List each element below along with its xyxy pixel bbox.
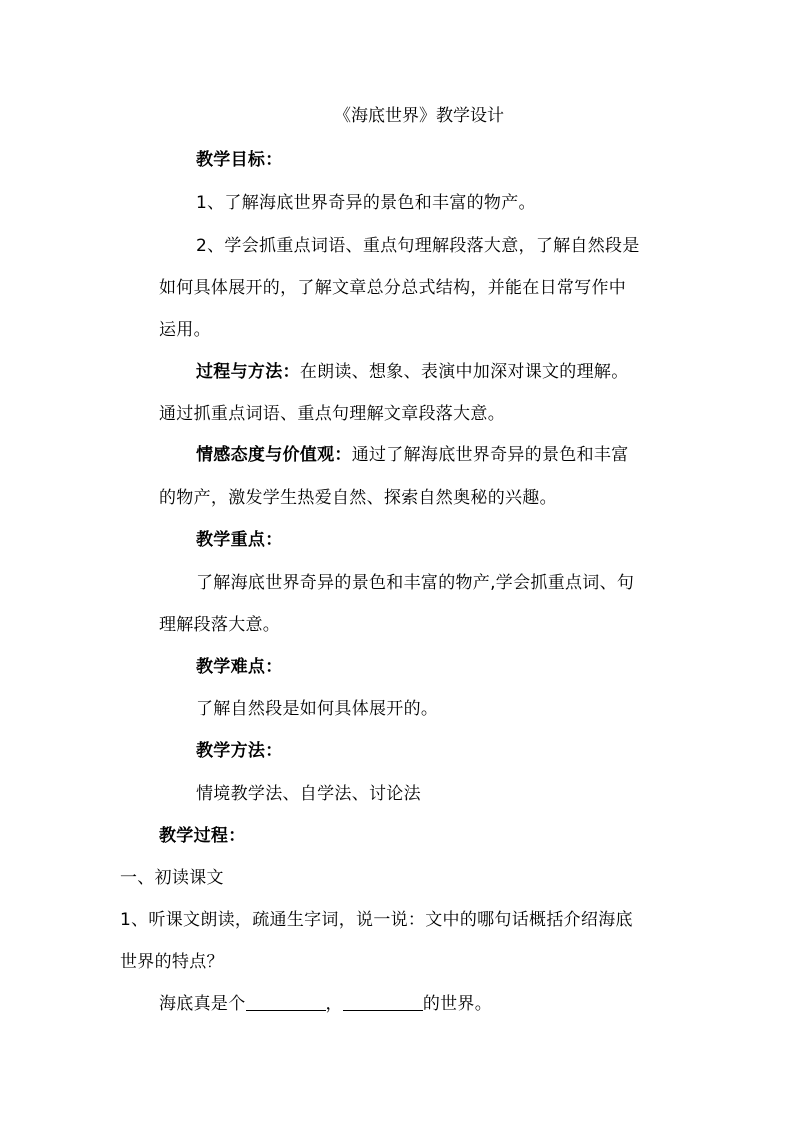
difficulties-line-1: 了解自然段是如何具体展开的。 [196, 699, 439, 719]
procedure-step-1-line-1: 1、听课文朗读，疏通生字词，说一说：文中的哪句话概括介绍海底 [120, 910, 633, 930]
emotion-line-1 [196, 443, 629, 467]
procedure-heading: 教学过程： [159, 826, 246, 846]
fill-separator: ， [325, 994, 343, 1014]
objective-item-2-line-3: 运用。 [159, 320, 211, 340]
methods-line-1: 情境教学法、自学法、讨论法 [196, 784, 421, 804]
fill-blank-1[interactable] [246, 994, 326, 1011]
objective-item-2-line-1: 2、学会抓重点词语、重点句理解段落大意，了解自然段是 [196, 236, 640, 256]
fill-suffix: 的世界。 [422, 994, 493, 1014]
objective-item-1: 1、了解海底世界奇异的景色和丰富的物产。 [196, 193, 536, 213]
process-method-line-1 [196, 360, 629, 384]
key-points-line-2: 理解段落大意。 [159, 615, 281, 635]
objective-item-2-line-2: 如何具体展开的，了解文章总分总式结构，并能在日常写作中 [159, 278, 627, 298]
process-method-label: 过程与方法： [196, 362, 300, 382]
procedure-section-1: 一、初读课文 [120, 868, 224, 888]
fill-blank-2[interactable] [343, 994, 423, 1011]
emotion-label: 情感态度与价值观： [196, 445, 352, 465]
key-points-heading: 教学重点： [196, 530, 283, 550]
document-title: 《海底世界》教学设计 [334, 106, 504, 126]
emotion-text: 通过了解海底世界奇异的景色和丰富 [351, 445, 629, 465]
emotion-line-2: 的物产，激发学生热爱自然、探索自然奥秘的兴趣。 [159, 488, 557, 508]
key-points-line-1: 了解海底世界奇异的景色和丰富的物产,学会抓重点词、句 [196, 573, 635, 593]
fill-prefix: 海底真是个 [159, 994, 246, 1014]
methods-heading: 教学方法： [196, 741, 283, 761]
process-method-text: 在朗读、想象、表演中加深对课文的理解。 [299, 362, 629, 382]
objectives-heading: 教学目标： [196, 150, 283, 170]
difficulties-heading: 教学难点： [196, 657, 283, 677]
fill-in-sentence [159, 992, 492, 1016]
procedure-step-1-line-2: 世界的特点？ [120, 952, 224, 972]
process-method-line-2: 通过抓重点词语、重点句理解文章段落大意。 [159, 404, 505, 424]
